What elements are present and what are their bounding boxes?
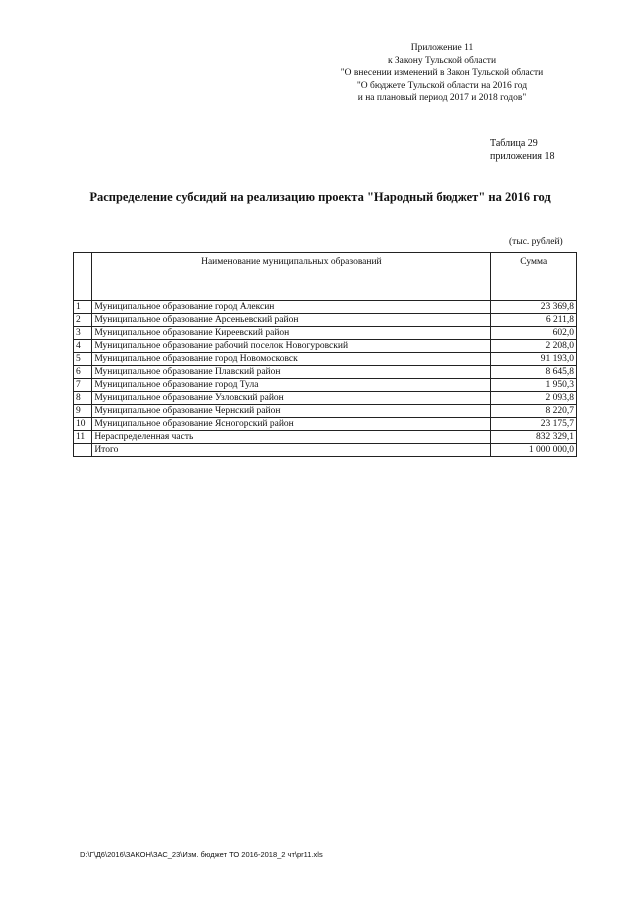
header-sum: Сумма [491,253,577,301]
appendix-line: "О внесении изменений в Закон Тульской области [340,68,544,78]
row-name: Муниципальное образование город Новомосковск [92,353,491,366]
row-name: Муниципальное образование Ясногорский район [92,418,491,431]
row-sum: 2 093,8 [491,392,577,405]
row-sum: 1 950,3 [491,379,577,392]
row-sum: 23 175,7 [491,418,577,431]
row-sum: 23 369,8 [491,301,577,314]
appendix-line: к Закону Тульской области [387,55,497,66]
table-row [74,340,577,353]
row-number: 6 [74,366,92,379]
row-number: 4 [74,340,92,353]
row-sum: 832 329,1 [491,431,577,444]
row-name: Муниципальное образование Киреевский район [92,327,491,340]
table-row [74,327,577,340]
units-label: (тыс. рублей) [509,237,563,247]
row-name: Муниципальное образование рабочий поселок Новогуровский [92,340,491,353]
row-name: Итого [92,444,491,457]
appendix-line: "О бюджете Тульской области на 2016 год [356,80,528,91]
row-number: 5 [74,353,92,366]
row-name: Муниципальное образование Узловский район [92,392,491,405]
row-sum: 1 000 000,0 [491,444,577,457]
row-number: 11 [74,431,92,444]
table-row [74,314,577,327]
row-number: 10 [74,418,92,431]
appendix-line: и на плановый период 2017 и 2018 годов" [357,93,527,103]
header-name: Наименование муниципальных образований [92,253,491,301]
row-number: 2 [74,314,92,327]
table-row [74,392,577,405]
row-name: Муниципальное образование Арсеньевский район [92,314,491,327]
total-row [74,444,577,457]
row-sum: 8 645,8 [491,366,577,379]
table-body [74,301,577,457]
row-sum: 8 220,7 [491,405,577,418]
table-row [74,379,577,392]
table-ref-line: Таблица 29 [490,138,538,149]
row-name: Муниципальное образование Плавский район [92,366,491,379]
row-name: Муниципальное образование город Алексин [92,301,491,314]
row-sum: 2 208,0 [491,340,577,353]
row-number: 9 [74,405,92,418]
row-sum: 602,0 [491,327,577,340]
table-ref-line: приложения 18 [490,150,555,162]
row-number: 8 [74,392,92,405]
table-row [74,366,577,379]
header-num [74,253,92,301]
row-number: 3 [74,327,92,340]
table-row [74,301,577,314]
appendix-line: Приложение 11 [410,43,474,53]
table-row [74,431,577,444]
subsidy-table [73,252,577,457]
row-sum: 6 211,8 [491,314,577,327]
row-number: 7 [74,379,92,392]
appendix-header [312,42,572,105]
document-title: Распределение субсидий на реализацию проекта "Народный бюджет" на 2016 год [89,190,551,204]
table-row [74,418,577,431]
table-row [74,405,577,418]
row-name: Муниципальное образование город Тула [92,379,491,392]
row-name: Муниципальное образование Чернский район [92,405,491,418]
table-reference [490,138,554,163]
table-header-row [74,253,577,301]
row-sum: 91 193,0 [491,353,577,366]
file-path-footer: D:\Г\Д6\2016\ЗАКОН\ЗАС_23\Изм. бюджет ТО 2016-2018_2 чт\pr11.xls [80,850,323,859]
table-row [74,353,577,366]
row-number: 1 [74,301,92,314]
row-name: Нераспределенная часть [92,431,491,444]
row-number [74,444,92,457]
